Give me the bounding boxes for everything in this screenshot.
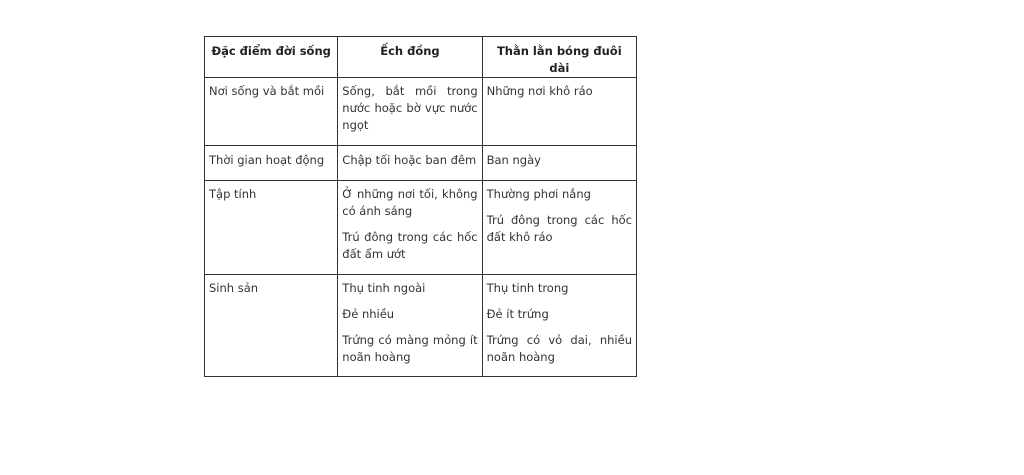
lizard-cell [482,146,636,181]
lizard-text: Trứng có vỏ dai, nhiều noãn hoàng [486,333,632,364]
feature-cell [205,78,338,146]
lizard-text: Trú đông trong các hốc đất khô ráo [486,213,632,244]
lizard-text: Thường phơi nắng [486,187,591,201]
table-row [205,181,637,275]
lizard-text: Đẻ ít trứng [486,307,549,321]
table-row [205,78,637,146]
lizard-cell [482,181,636,275]
frog-cell [338,146,482,181]
feature-label: Sinh sản [209,281,259,295]
frog-cell [338,275,482,377]
lizard-text: Những nơi khô ráo [486,84,593,98]
frog-text: Thụ tinh ngoài [342,281,426,295]
frog-text: Trứng có màng mỏng ít noãn hoàng [342,333,478,364]
lizard-text: Ban ngày [486,153,541,167]
table-row [205,275,637,377]
lizard-cell [482,78,636,146]
frog-text: Đẻ nhiều [342,307,395,321]
table-header-row [205,37,637,78]
feature-cell [205,275,338,377]
feature-label: Tập tính [209,187,257,201]
comparison-table [204,36,637,377]
lizard-cell [482,275,636,377]
frog-text: Chập tối hoặc ban đêm [342,153,477,167]
feature-label: Nơi sống và bắt mồi [209,84,325,98]
frog-text: Sống, bắt mồi trong nước hoặc bờ vực nước ngọt [342,84,478,132]
feature-label: Thời gian hoạt động [209,153,325,167]
header-lizard: Thằn lằn bóng đuôi dài [482,37,636,78]
frog-text: Ở những nơi tối, không có ánh sáng [342,187,478,218]
feature-cell [205,181,338,275]
table-row [205,146,637,181]
feature-cell [205,146,338,181]
header-frog: Ếch đồng [338,37,482,78]
frog-cell [338,181,482,275]
frog-text: Trú đông trong các hốc đất ẩm ướt [342,230,478,261]
frog-cell [338,78,482,146]
lizard-text: Thụ tinh trong [486,281,569,295]
header-feature: Đặc điểm đời sống [205,37,338,78]
